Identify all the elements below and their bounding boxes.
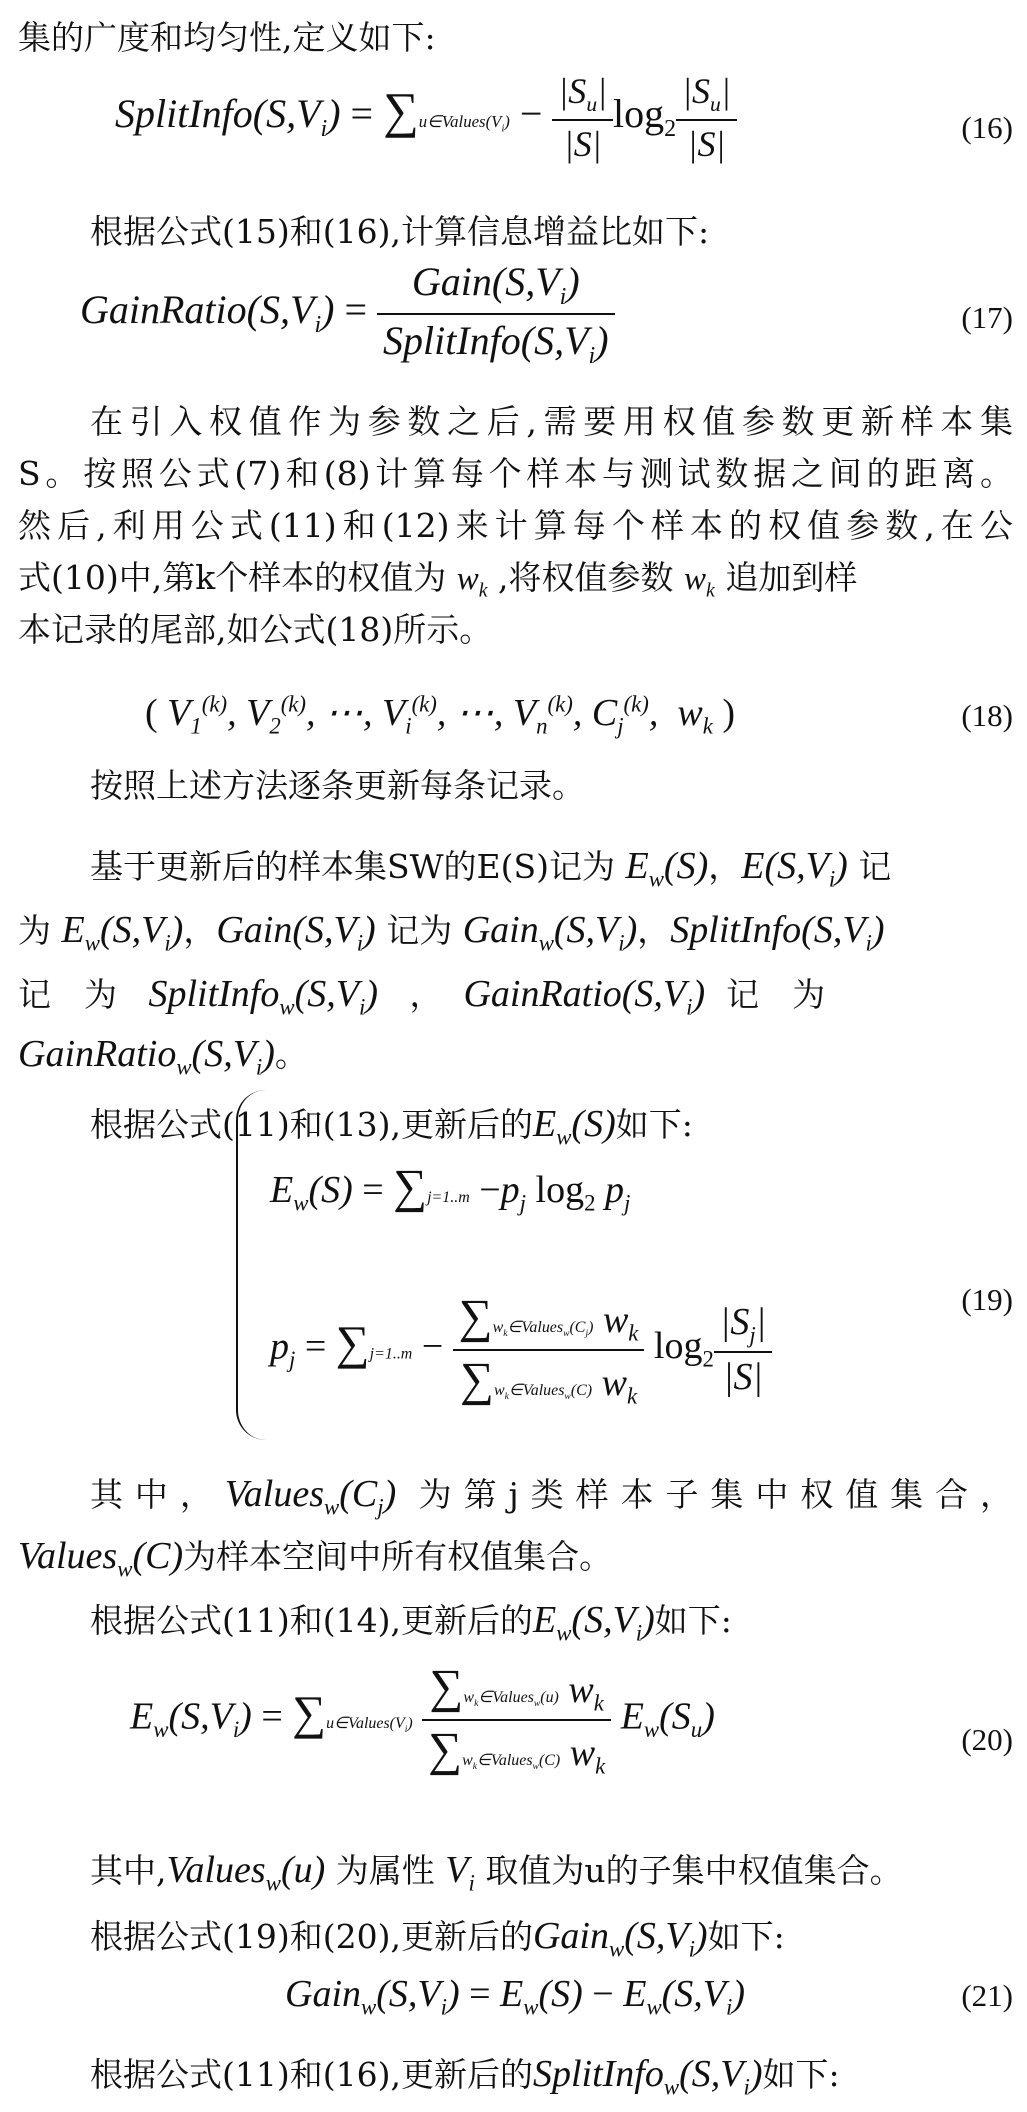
text-line: 集的广度和均匀性,定义如下: <box>18 18 436 57</box>
text-line: 根据公式(15)和(16),计算信息增益比如下: <box>90 212 710 251</box>
text-line: 根据公式(19)和(20),更新后的$Gain_w(S,V_i)$如下: <box>90 1915 785 1962</box>
equation-16: $SplitInfo(S,V_i)$ = $\sum u\in Values(V_i)$ − $\frac{|S_u|}{|S|}$ $\log_2$ $\frac{|S_u|}{|S|}$ <box>115 70 737 165</box>
text-line: 为 $E_w(S,V_i)$，$Gain(S,V_i)$ 记为 $Gain_w(S,V_i)$，$SplitInfo(S,V_i)$ <box>18 909 885 956</box>
equation-17: $GainRatio(S,V_i)$ = $\frac{Gain(S,V_i)}{SplitInfo(S,V_i)}$ <box>80 258 615 370</box>
equation-18: ( $V_1^{(k)}$, $V_2^{(k)}$, ⋯, $V_i^{(k)}$, ⋯, $V_n^{(k)}$, $C_j^{(k)}$, $w_k$ ) <box>145 691 735 739</box>
equation-number: (17) <box>961 300 1013 335</box>
equation-brace <box>236 1090 268 1440</box>
text-line: 然后,利用公式(11)和(12)来计算每个样本的权值参数,在公 <box>18 506 1013 545</box>
text-line: 基于更新后的样本集SW的E(S)记为 $E_w(S)$，$E(S,V_i)$ 记 <box>90 845 892 892</box>
text-line: Values$_w$(C)为样本空间中所有权值集合。 <box>18 1535 613 1582</box>
text-line: 根据公式(11)和(16),更新后的$SplitInfo_w(S,V_i)$如下: <box>90 2053 840 2100</box>
text-line: $GainRatio_w(S,V_i)$。 <box>18 1033 308 1080</box>
equation-20: $E_w(S,V_i)$ = $\sum u\in Values(V_i)$ $\frac{\sum w_k\in Values_w(u) w_k}{\sum w_k\in Values_w(C) w_k}$ $E_w(S_u)$ <box>130 1661 715 1779</box>
equation-21: $Gain_w(S,V_i) = E_w(S) - E_w(S,V_i)$ <box>285 1973 746 2020</box>
text-line: 本记录的尾部,如公式(18)所示。 <box>18 610 493 649</box>
text-line: 式(10)中,第k个样本的权值为 $w_k$ ,将权值参数 $w_k$ 追加到样 <box>18 558 858 602</box>
text-line: 其中，$Values_w(C_j)$ 为第j类样本子集中权值集合， <box>90 1473 1013 1520</box>
text-line: S。按照公式(7)和(8)计算每个样本与测试数据之间的距离。 <box>18 454 1013 493</box>
text-line: 记 为 $SplitInfo_w(S,V_i)$ ， $GainRatio(S,V_i)$ 记 为 <box>18 973 826 1020</box>
text-line: 根据公式(11)和(13),更新后的$E_w(S)$如下: <box>90 1103 693 1150</box>
equation-number: (18) <box>961 698 1013 733</box>
text-line: 根据公式(11)和(14),更新后的$E_w(S,V_i)$如下: <box>90 1599 732 1646</box>
equation-number: (21) <box>961 1978 1013 2013</box>
text-line: 其中,Values$_w$(u) 为属性 $V_i$ 取值为u的子集中权值集合。 <box>90 1849 903 1896</box>
equation-number: (20) <box>961 1722 1013 1757</box>
equation-number: (19) <box>961 1282 1013 1317</box>
text-line: 在引入权值作为参数之后,需要用权值参数更新样本集 <box>90 402 1013 441</box>
equation-19-line-1: $E_w(S) = \sum j=1..m -p_j$ $\log_2 p_j$ <box>270 1161 631 1216</box>
text-line: 按照上述方法逐条更新每条记录。 <box>90 766 585 805</box>
equation-19-line-2: $p_j = \sum j=1..m$ − $\frac{\sum w_k\in Values_w(C_j) w_k}{\sum w_k\in Values_w(C) w_k}$ $\log_2$ $\frac{|S_j|}{|S|}$ <box>270 1290 772 1409</box>
equation-number: (16) <box>961 110 1013 145</box>
